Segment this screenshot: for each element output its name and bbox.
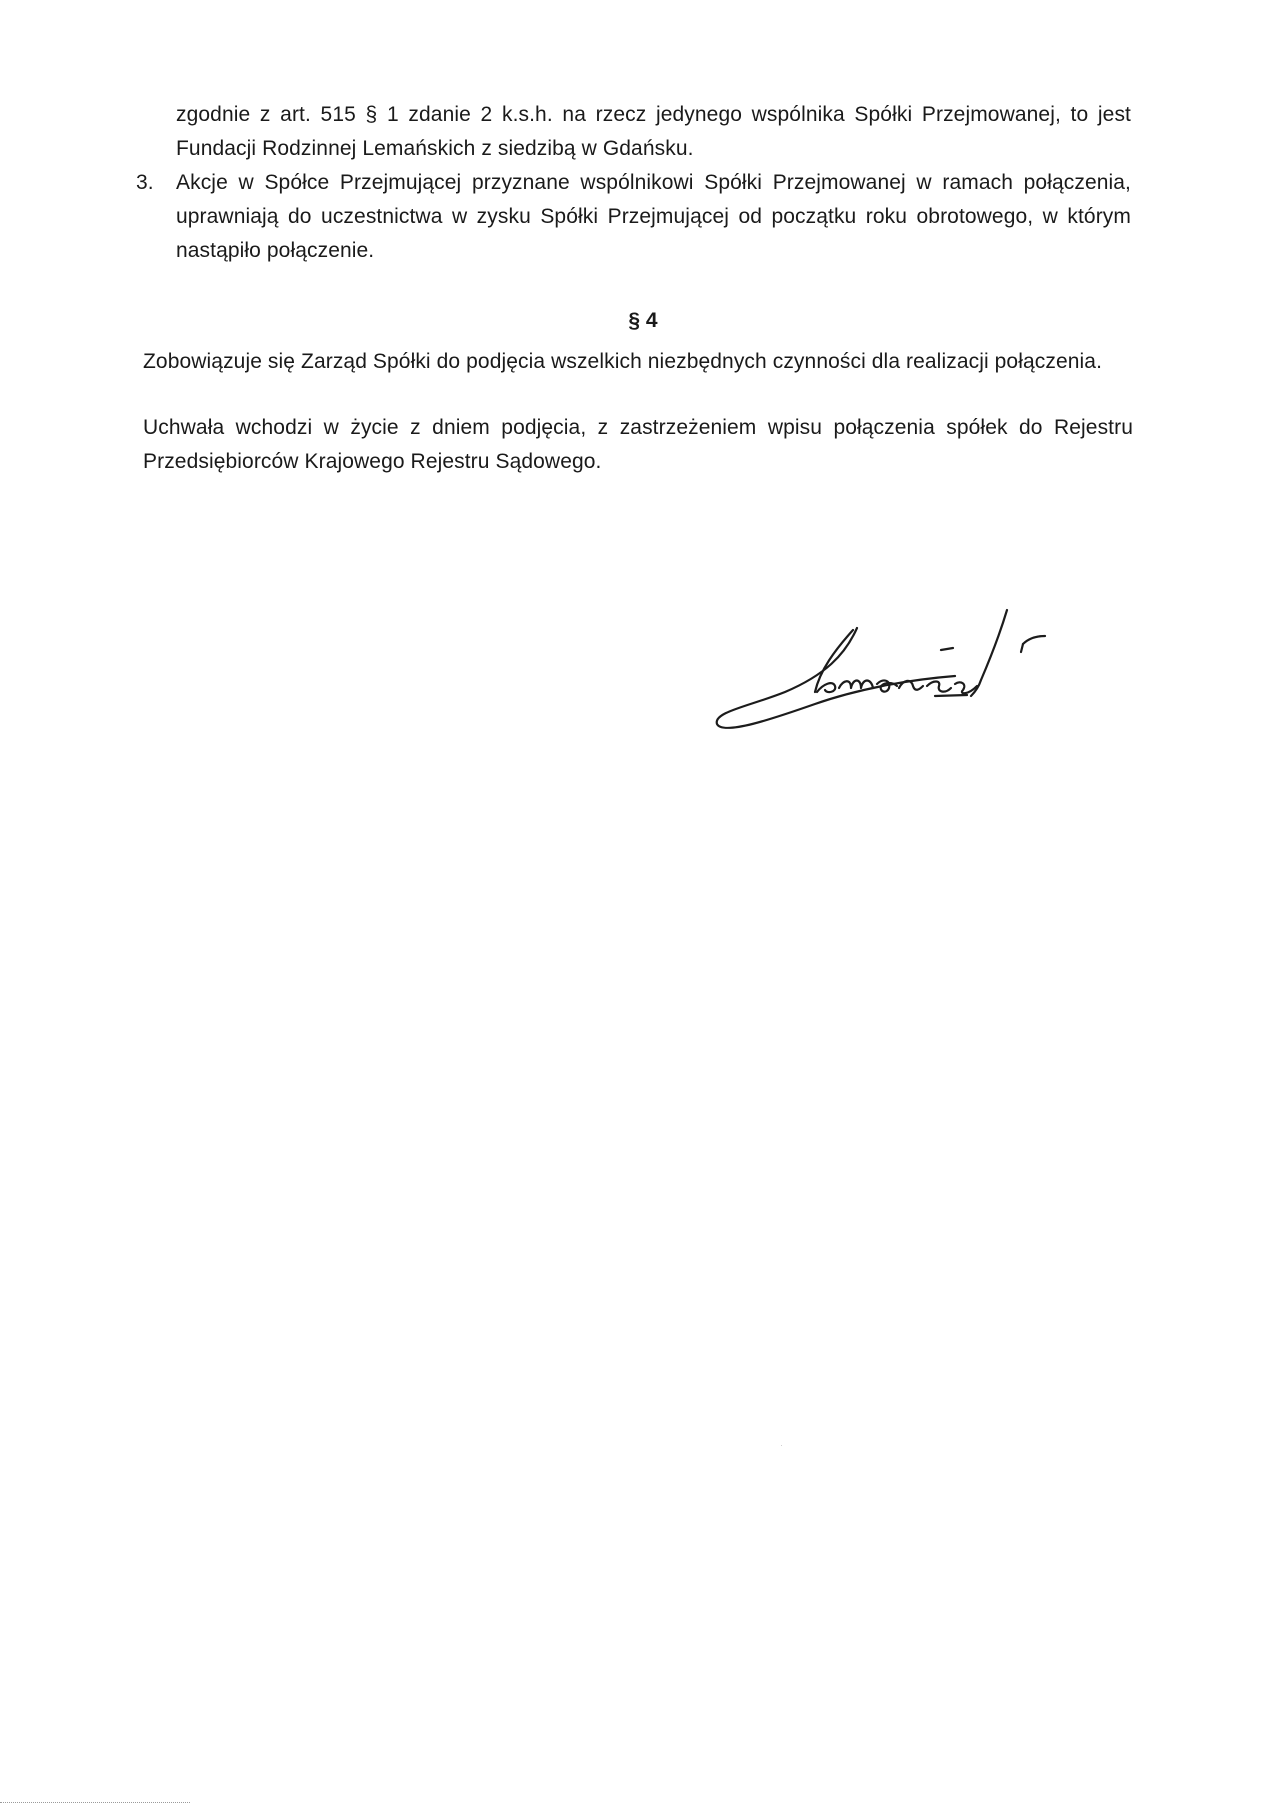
list-item-number: 3. <box>136 171 154 194</box>
list-item-text: Akcje w Spółce Przejmującej przyznane wspólnikowi Spółki Przejmowanej w ramach połączenia, uprawniają do uczestnictwa w zysku Spółki Przejmującej od początku roku obrotowego, w którym nastąpiło połączenie. <box>176 171 1131 262</box>
paragraph-effective-date: Uchwała wchodzi w życie z dniem podjęcia, z zastrzeżeniem wpisu połączenia spółek do Rejestru Przedsiębiorców Krajowego Rejestru Sądowego. <box>143 416 1133 473</box>
continuation-paragraph: zgodnie z art. 515 § 1 zdanie 2 k.s.h. na rzecz jedynego wspólnika Spółki Przejmowanej, to jest Fundacji Rodzinnej Lemańskich z siedzibą w Gdańsku. <box>176 103 1131 160</box>
scan-speck <box>781 1445 782 1446</box>
section-heading: § 4 <box>628 309 658 332</box>
paragraph-obligation: Zobowiązuje się Zarząd Spółki do podjęcia wszelkich niezbędnych czynności dla realizacji połączenia. <box>143 350 1102 373</box>
scan-edge-line <box>0 1802 190 1803</box>
handwritten-signature <box>705 600 1075 740</box>
